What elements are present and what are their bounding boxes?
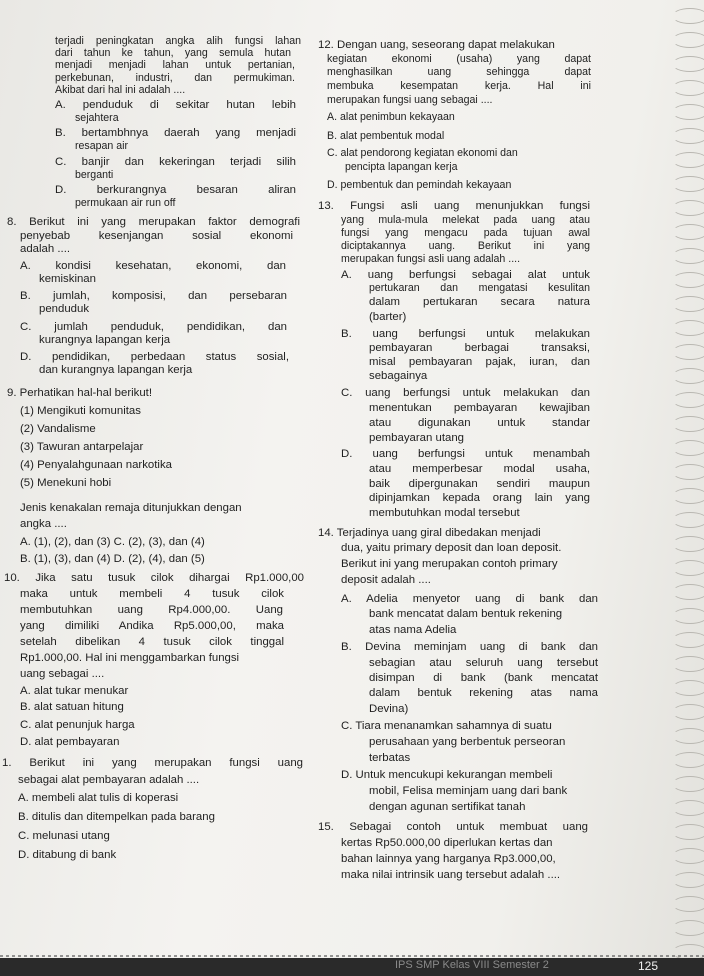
text-line: penyebab kesenjangan sosial ekonomi (20, 230, 293, 242)
text-line: uang sebagai .... (20, 668, 105, 680)
text-line: A. membeli alat tulis di koperasi (18, 792, 179, 804)
text-line: A. alat penimbun kekayaan (327, 111, 455, 123)
text-line: pertukaran dan mengatasi kesulitan (369, 282, 590, 294)
spiral-loop (672, 32, 704, 48)
text-line: pembayaran utang (369, 432, 464, 444)
spiral-loop (672, 104, 704, 120)
spiral-loop (672, 248, 704, 264)
text-line: pencipta lapangan kerja (345, 161, 458, 173)
text-line: atau digunakan untuk standar (369, 417, 590, 429)
text-line: dan kurangnya lapangan kerja (39, 364, 193, 376)
text-line: D. alat pembayaran (20, 736, 120, 748)
text-line: C. uang berfungsi untuk melakukan dan (341, 387, 590, 399)
text-line: kegiatan ekonomi (usaha) yang dapat (327, 53, 591, 65)
text-line: D. pendidikan, perbedaan status sosial, (20, 351, 289, 363)
spiral-loop (672, 320, 704, 336)
text-line: pembayaran berbagai transaksi, (369, 342, 590, 354)
text-line: Jenis kenakalan remaja ditunjukkan dengan (20, 502, 242, 514)
text-line: mobil, Felisa meminjam uang dari bank (369, 785, 568, 797)
spiral-loop (672, 824, 704, 840)
text-line: (1) Mengikuti komunitas (20, 405, 141, 417)
text-line: C. melunasi utang (18, 830, 110, 842)
text-line: resapan air (75, 140, 128, 152)
text-line: (barter) (369, 311, 407, 323)
spiral-loop (672, 656, 704, 672)
text-line: dengan agunan sertifikat tanah (369, 801, 526, 813)
text-line: B. alat pembentuk modal (327, 130, 445, 142)
text-line: (2) Vandalisme (20, 423, 96, 435)
spiral-loop (672, 848, 704, 864)
spiral-loop (672, 512, 704, 528)
text-line: B. alat satuan hitung (20, 701, 124, 713)
text-line: terjadi peningkatan angka alih fungsi lahan (55, 35, 301, 47)
spiral-loop (672, 296, 704, 312)
text-line: sebagainya (369, 370, 428, 382)
text-line: setelah dibelikan 4 tusuk cilok tinggal (20, 636, 284, 648)
text-line: bank mencatat dalam bentuk rekening (369, 608, 563, 620)
spiral-loop (672, 584, 704, 600)
text-line: kemiskinan (39, 273, 96, 285)
text-line: berganti (75, 169, 114, 181)
spiral-loop (672, 872, 704, 888)
text-line: 8. Berikut ini yang merupakan faktor demografi (7, 216, 300, 228)
text-line: perusahaan yang berbentuk perseoran (369, 736, 566, 748)
text-line: D. ditabung di bank (18, 849, 117, 861)
spiral-loop (672, 488, 704, 504)
spiral-loop (672, 608, 704, 624)
page-number: 125 (637, 959, 658, 973)
text-line: C. jumlah penduduk, pendidikan, dan (20, 321, 287, 333)
text-line: misal pembayaran pajak, iuran, dan (369, 356, 590, 368)
text-line: 1. Berikut ini yang merupakan fungsi uang (2, 757, 303, 769)
text-line: kertas Rp50.000,00 diperlukan kertas dan (341, 837, 553, 849)
spiral-loop (672, 680, 704, 696)
text-line: A. penduduk di sekitar hutan lebih (55, 99, 296, 111)
text-line: baik dipergunakan sendiri maupun (369, 478, 590, 490)
text-line: 14. Terjadinya uang giral dibedakan menjadi (318, 527, 541, 539)
text-line: A. Adelia menyetor uang di bank dan (341, 593, 598, 605)
text-line: C. Tiara menanamkan sahamnya di suatu (341, 720, 552, 732)
text-line: yang mula-mula melekat pada uang atau (341, 214, 590, 226)
text-line: Berikut ini yang merupakan contoh primary (341, 558, 558, 570)
text-line: disimpan di bank (bank mencatat (369, 672, 598, 684)
text-line: penduduk (39, 303, 90, 315)
text-line: 15. Sebagai contoh untuk membuat uang (318, 821, 588, 833)
text-line: sebagian atau seluruh uang tersebut (369, 657, 598, 669)
text-line: B. ditulis dan ditempelkan pada barang (18, 811, 215, 823)
page-footer (0, 958, 704, 976)
text-line: permukaan air run off (75, 197, 176, 209)
text-line: merupakan fungsi asli uang adalah .... (341, 253, 521, 265)
text-line: kurangnya lapangan kerja (39, 334, 171, 346)
text-line: dalam pertukaran secara natura (369, 296, 590, 308)
text-line: 13. Fungsi asli uang menunjukkan fungsi (318, 200, 590, 212)
spiral-loop (672, 272, 704, 288)
text-line: D. berkurangnya besaran aliran (55, 184, 296, 196)
text-line: 12. Dengan uang, seseorang dapat melakukan (318, 39, 555, 51)
spiral-loop (672, 728, 704, 744)
spiral-loop (672, 440, 704, 456)
text-line: C. banjir dan kekeringan terjadi silih (55, 156, 296, 168)
spiral-loop (672, 896, 704, 912)
spiral-loop (672, 368, 704, 384)
text-line: membutuhkan uang Rp4.000,00. Uang (20, 604, 283, 616)
text-line: 9. Perhatikan hal-hal berikut! (7, 387, 152, 399)
text-line: membutuhkan modal tersebut (369, 507, 520, 519)
binding-spiral (666, 0, 704, 976)
spiral-loop (672, 560, 704, 576)
text-line: yang dimiliki Andika Rp5.000,00, maka (20, 620, 284, 632)
text-line: A. alat tukar menukar (20, 685, 129, 697)
text-line: adalah .... (20, 243, 71, 255)
text-line: fungsi yang mengacu pada tujuan awal (341, 227, 590, 239)
text-line: B. jumlah, komposisi, dan persebaran (20, 290, 287, 302)
text-line: D. Untuk mencukupi kekurangan membeli (341, 769, 553, 781)
spiral-loop (672, 704, 704, 720)
text-line: menghasilkan uang sehingga dapat (327, 66, 591, 78)
spiral-loop (672, 176, 704, 192)
spiral-loop (672, 392, 704, 408)
spiral-loop (672, 416, 704, 432)
text-line: perkebunan, industri, dan permukiman. (55, 72, 295, 84)
text-line: A. (1), (2), dan (3) C. (2), (3), dan (4) (20, 536, 205, 548)
text-line: membuka kesempatan kerja. Hal ini (327, 80, 591, 92)
spiral-loop (672, 776, 704, 792)
text-line: B. Devina meminjam uang di bank dan (341, 641, 598, 653)
text-line: menentukan pembayaran kewajiban (369, 402, 590, 414)
spiral-loop (672, 344, 704, 360)
text-line: (3) Tawuran antarpelajar (20, 441, 144, 453)
text-line: C. alat pendorong kegiatan ekonomi dan (327, 147, 518, 159)
spiral-loop (672, 752, 704, 768)
text-line: sebagai alat pembayaran adalah .... (18, 774, 200, 786)
text-line: bahan lainnya yang harganya Rp3.000,00, (341, 853, 556, 865)
text-line: (5) Menekuni hobi (20, 477, 112, 489)
text-line: Akibat dari hal ini adalah .... (55, 84, 186, 96)
spiral-loop (672, 632, 704, 648)
text-line: Rp1.000,00. Hal ini menggambarkan fungsi (20, 652, 240, 664)
spiral-loop (672, 8, 704, 24)
spiral-loop (672, 920, 704, 936)
text-line: B. bertambhnya daerah yang menjadi (55, 127, 296, 139)
text-line: D. uang berfungsi untuk menambah (341, 448, 590, 460)
footer-divider (0, 955, 704, 957)
text-line: C. alat penunjuk harga (20, 719, 135, 731)
spiral-loop (672, 800, 704, 816)
spiral-loop (672, 200, 704, 216)
text-line: B. uang berfungsi untuk melakukan (341, 328, 590, 340)
text-line: dua, yaitu primary deposit dan loan deposit. (341, 542, 562, 554)
text-line: diciptakannya uang. Berikut ini yang (341, 240, 590, 252)
text-line: dari tahun ke tahun, yang semula hutan (55, 47, 291, 59)
text-line: Devina) (369, 703, 409, 715)
text-line: D. pembentuk dan pemindah kekayaan (327, 179, 512, 191)
text-line: dipinjamkan kepada orang lain yang (369, 492, 590, 504)
text-line: angka .... (20, 518, 67, 530)
text-line: (4) Penyalahgunaan narkotika (20, 459, 172, 471)
text-line: terbatas (369, 752, 411, 764)
text-line: sejahtera (75, 112, 119, 124)
text-line: 10. Jika satu tusuk cilok dihargai Rp1.000,00 (4, 572, 304, 584)
text-line: maka nilai intrinsik uang tersebut adalah .... (341, 869, 561, 881)
spiral-loop (672, 224, 704, 240)
spiral-loop (672, 56, 704, 72)
spiral-loop (672, 80, 704, 96)
footer-label: IPS SMP Kelas VIII Semester 2 (395, 959, 549, 971)
text-line: A. uang berfungsi sebagai alat untuk (341, 269, 590, 281)
text-line: A. kondisi kesehatan, ekonomi, dan (20, 260, 286, 272)
text-line: B. (1), (3), dan (4) D. (2), (4), dan (5) (20, 553, 205, 565)
spiral-loop (672, 152, 704, 168)
text-line: atas nama Adelia (369, 624, 457, 636)
spiral-loop (672, 464, 704, 480)
spiral-loop (672, 128, 704, 144)
text-line: merupakan fungsi uang sebagai .... (327, 94, 493, 106)
text-line: dalam bentuk rekening atas nama (369, 687, 598, 699)
text-line: maka untuk membeli 4 tusuk cilok (20, 588, 284, 600)
spiral-loop (672, 536, 704, 552)
text-line: atau memperbesar modal usaha, (369, 463, 590, 475)
text-line: deposit adalah .... (341, 574, 431, 586)
text-line: menjadi menjadi lahan untuk pertanian, (55, 59, 295, 71)
